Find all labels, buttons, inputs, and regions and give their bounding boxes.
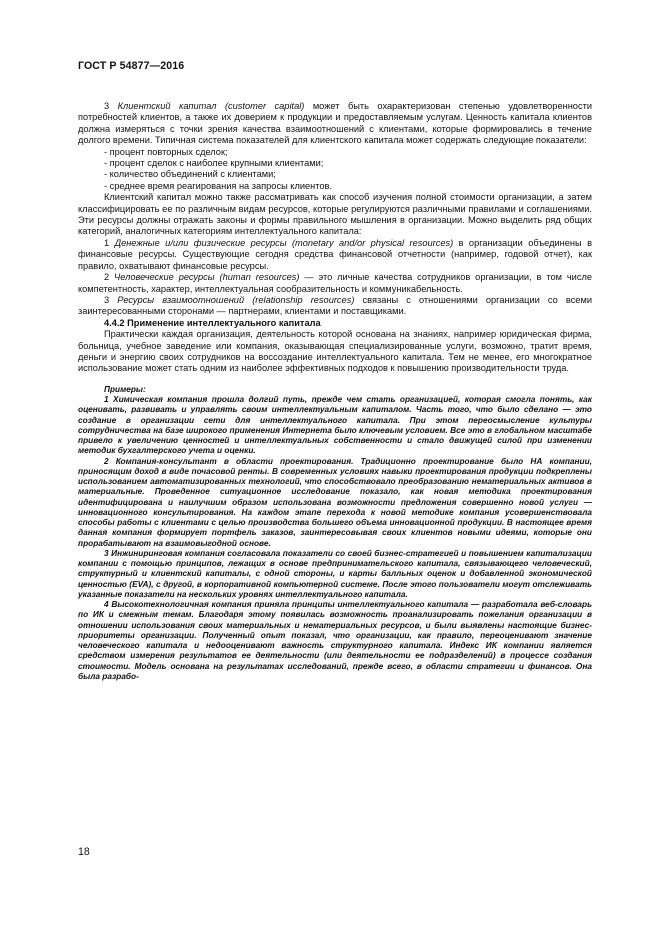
item-number: 2 xyxy=(104,272,115,283)
item-number: 1 xyxy=(104,237,115,248)
list-item: - количество объединений с клиентами; xyxy=(104,169,276,180)
term-monetary-resources: Денежные и/или физические ресурсы (monetary and/or physical resources) xyxy=(114,237,454,248)
page-number: 18 xyxy=(78,846,90,858)
item-number: 3 xyxy=(104,294,118,305)
term-human-resources: Человеческие ресурсы (human resources) xyxy=(114,272,300,283)
list-item: - процент повторных сделок; xyxy=(104,146,228,157)
term-customer-capital: Клиентский капитал (customer capital) xyxy=(117,101,305,111)
paragraph-relationship-resources xyxy=(78,295,592,318)
examples-label: Примеры: xyxy=(104,383,146,394)
paragraph-text: в организации объединены в финансовые ресурсы. Существующие сегодня средства финансовой отчетности (например, годовой отчет), как правило, охватывают финансовые ресурсы. xyxy=(78,237,592,271)
list-item: - процент сделок с наиболее крупными клиентами; xyxy=(104,158,324,169)
examples-block xyxy=(78,384,592,681)
paragraph-customer-capital xyxy=(78,101,592,147)
paragraph-text: связаны с отношениями организации со всеми заинтересованными сторонами — партнерами, клиентами и поставщиками. xyxy=(78,294,592,317)
term-relationship-resources: Ресурсы взаимоотношений (relationship resources) xyxy=(117,294,355,305)
section-heading: 4.4.2 Применение интеллектуального капитала xyxy=(104,317,321,328)
paragraph-human-resources xyxy=(78,272,592,295)
indicator-list xyxy=(78,147,592,193)
standard-designation: ГОСТ Р 54877—2016 xyxy=(78,60,185,72)
list-item: - среднее время реагирования на запросы клиентов. xyxy=(104,180,333,191)
example-item: 4 Высокотехнологичная компания приняла принципы интеллектуального капитала — разработала веб-словарь по ИК и смежным темам. Благодаря этому появилась возможность проанализировать пожелания организации в отношении использования своих материальных и нематериальных ресурсов, и были выявлены настоящие бизнес-приоритеты организации. Полученный опыт показал, что организации, как правило, переоценивают значение человеческого капитала и недооценивают важность структурного капитала. Индекс ИК компании является средством измерения результатов ее деятельности (или деятельности ее подразделений) в процессе создания стоимости. Модель основана на результатах исследований, прежде всего, в области стратегии и финансов. Она была разрабо- xyxy=(78,599,592,681)
paragraph-text: может быть охарактеризован степенью удовлетворенности потребностей клиентов, а также их доверием к продукции и предоставляемым услугам. Ценность капитала клиентов должна измеряться с точки зрения качества взаимоотношений с клиентами, которые формировались в течение долгого времени. Типичная система показателей для клиентского капитала может содержать следующие показатели: xyxy=(78,101,592,146)
example-item: 2 Компания-консультант в области проектирования. Традиционно проектирование было НА компании, приносящим доход в виде почасовой ренты. В современных условиях навыки проектирования продукции подкреплены использованием автоматизированных технологий, что способствовало преобразованию нематериальных активов в материальные. Проведенное ситуационное исследование показало, как новая методика проектирования идентифицирована и наилучшим образом использована возможности предложения совершенно новой услуги — инновационного консультирования. На каждом этапе перехода к новой методике компания усовершенствовала способы работы с клиентами с целью производства большего объема инновационной продукции. В настоящее время данная компания формирует портфель заказов, заинтересовывая своих клиентов новыми идеями, которые они прорабатывают на взаимовыгодной основе. xyxy=(78,455,592,548)
paragraph-monetary-resources xyxy=(78,238,592,272)
example-item: 1 Химическая компания прошла долгий путь, прежде чем стать организацией, которая смогла понять, как оценивать, развивать и управлять своим интеллектуальным капиталом. Часть того, что было сделано — это создание в организации сети для интеллектуального капитала. При этом переосмысление культуры сотрудничества на базе широкого применения Интернета было ключевым условием. Все это в глобальном масштабе привело к увеличению ценностей и интеллектуальных собственности и стало движущей силой при изменении методик бухгалтерского учета и оценки. xyxy=(78,394,592,456)
paragraph-application: Практически каждая организация, деятельность которой основана на знаниях, например юридическая фирма, больница, учебное заведение или компания, оказывающая специализированные услуги, возможно, тратит время, деньги и энергию своих сотрудников на воссоздание интеллектуального капитала. Тем не менее, его многократное использование может стать одним из наиболее эффективных подходов к повышению производительности труда. xyxy=(78,329,592,374)
paragraph-text: — это личные качества сотрудников организации, в том числе компетентность, характер, интеллектуальная сообразительность и коммуникабельность. xyxy=(78,272,592,294)
paragraph-resources: Клиентский капитал можно также рассматривать как способ изучения полной стоимости организации, а затем классифицировать ее по различным видам ресурсов, которые регулируются различными правилами и соглашениями. Эти ресурсы должны отражать законы и формы правильного мышления в организации. Можно выделить ряд общих категорий, аналогичных категориям интеллектуального капитала: xyxy=(78,192,592,237)
example-item: 3 Инжиниринговая компания согласовала показатели со своей бизнес-стратегией и повышением капитализации компании с помощью принципов, лежащих в основе предпринимательского капитала, связывающего человеческий, структурный и клиентский капиталы, с одной стороны, и карты балльных оценок и добавленной экономической ценностью (EVA), с другой, в корпоративной компьютерной системе. После этого пользователи могут отслеживать указанные показатели на нескольких уровнях интеллектуального капитала. xyxy=(78,547,592,599)
item-number: 3 xyxy=(104,101,118,111)
main-text xyxy=(78,101,592,375)
